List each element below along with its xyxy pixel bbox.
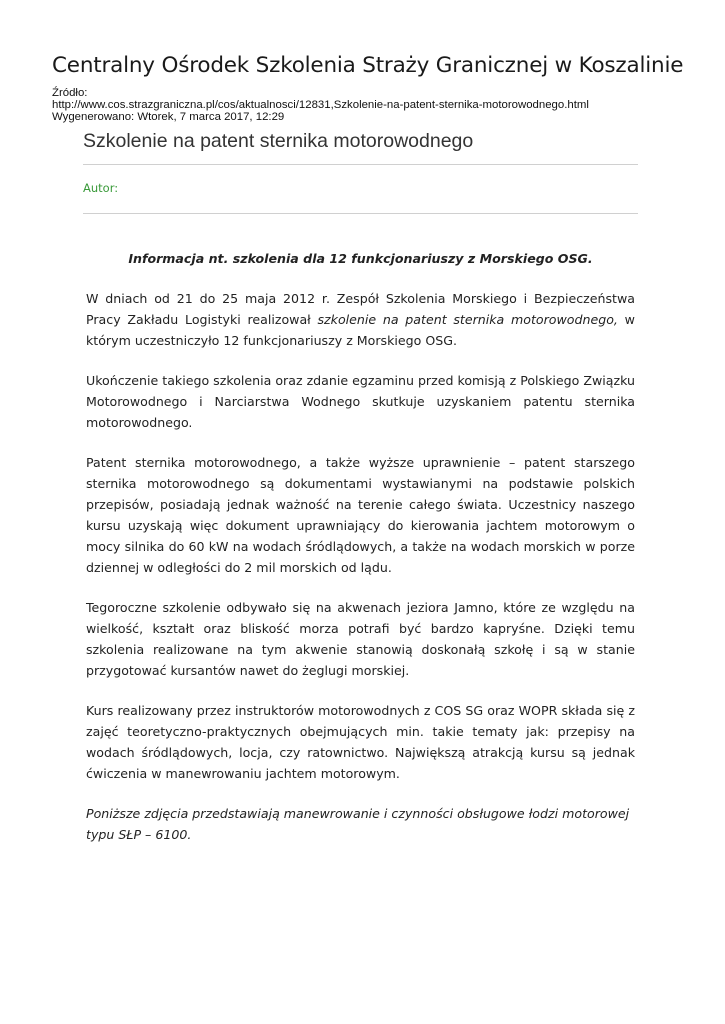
article-lead: Informacja nt. szkolenia dla 12 funkcjonariuszy z Morskiego OSG. — [128, 251, 593, 266]
paragraph-1-text-a: W dniach od 21 do 25 maja 2012 r. Zespół Szkolenia Morskiego i Bezpieczeństwa Pracy Zakładu Logistyki realizował — [86, 291, 635, 327]
article-body — [86, 248, 635, 864]
paragraph-6: Poniższe zdjęcia przedstawiają manewrowanie i czynności obsługowe łodzi motorowej typu SŁP – 6100. — [86, 806, 630, 842]
source-url: http://www.cos.strazgraniczna.pl/cos/aktualnosci/12831,Szkolenie-na-patent-sternika-motorowodnego.html — [52, 98, 589, 111]
article-title: Szkolenie na patent sternika motorowodnego — [83, 130, 474, 152]
source-label: Źródło: — [52, 87, 88, 99]
paragraph-1-text-b: w którym uczestniczyło 12 funkcjonariuszy z Morskiego OSG. — [86, 312, 635, 348]
document-meta — [52, 88, 589, 123]
paragraph-1-emphasis: szkolenie na patent sternika motorowodnego, — [317, 312, 618, 327]
paragraph-5: Kurs realizowany przez instruktorów motorowodnych z COS SG oraz WOPR składa się z zajęć teoretyczno-praktycznych obejmujących min. takie tematy jak: przepisy na wodach śródlądowych, locja, czy ratownictwo. Największą atrakcją kursu są jednak ćwiczenia w manewrowaniu jachtem motorowym. — [86, 703, 635, 781]
divider-bottom — [83, 213, 638, 214]
paragraph-3: Patent sternika motorowodnego, a także wyższe uprawnienie – patent starszego sternika motorowodnego są dokumentami wystawianymi na podstawie polskich przepisów, posiadają jednak ważność na terenie całego świata. Uczestnicy naszego kursu uzyskają więc dokument uprawniający do kierowania jachtem motorowym o mocy silnika do 60 kW na wodach śródlądowych, a także na wodach morskich w porze dziennej w odległości do 2 mil morskich od lądu. — [86, 455, 635, 575]
paragraph-4: Tegoroczne szkolenie odbywało się na akwenach jeziora Jamno, które ze względu na wielkość, kształt oraz bliskość morza potrafi być bardzo kapryśne. Dzięki temu szkolenia realizowane na tym akwenie stanowią doskonałą szkołę i są w stanie przygotować kursantów nawet do żeglugi morskiej. — [86, 600, 635, 678]
generated-timestamp: Wygenerowano: Wtorek, 7 marca 2017, 12:29 — [52, 110, 285, 123]
site-title: Centralny Ośrodek Szkolenia Straży Granicznej w Koszalinie — [52, 53, 684, 78]
author-label: Autor: — [83, 181, 119, 195]
paragraph-1 — [86, 288, 635, 351]
paragraph-2: Ukończenie takiego szkolenia oraz zdanie egzaminu przed komisją z Polskiego Związku Motorowodnego i Narciarstwa Wodnego skutkuje uzyskaniem patentu sternika motorowodnego. — [86, 373, 635, 430]
divider-top — [83, 164, 638, 165]
